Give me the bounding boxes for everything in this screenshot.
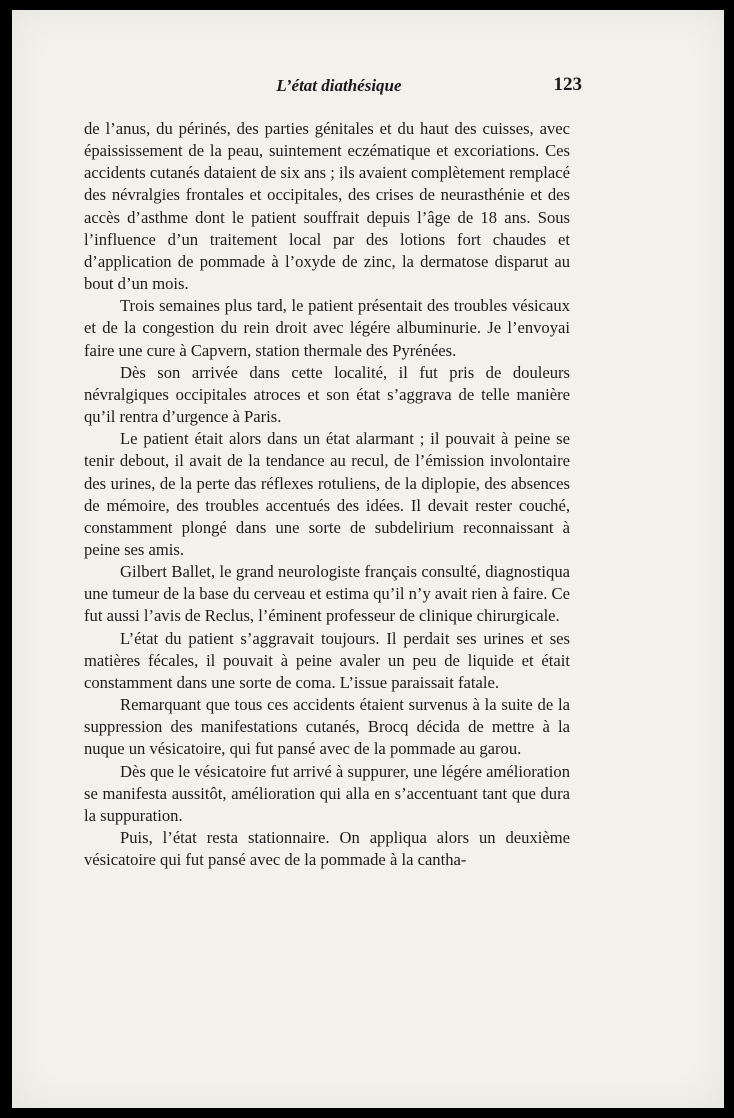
paragraph: Dès son arrivée dans cette localité, il fut pris de douleurs névralgiques occipitales atroces et son état s’aggrava de telle manière qu’il rentra d’urgence à Paris. — [84, 362, 570, 427]
paragraph: Puis, l’état resta stationnaire. On appliqua alors un deuxième vésicatoire qui fut pansé avec de la pommade à la cantha- — [84, 828, 570, 870]
paragraph: L’état du patient s’aggravait toujours. Il perdait ses urines et ses matières fécales, il pouvait à peine avaler un peu de liquide et était constamment dans une sorte de coma. L’issue paraissait fatale. — [84, 628, 570, 692]
paragraph: Le patient était alors dans un état alarmant ; il pouvait à peine se tenir debout, il avait de la tendance au recul, de l’émission involontaire des urines, de la perte das réflexes rotuliens, de la diplopie, des absences de mémoire, des troubles accentués des idées. Il devait rester couché, constamment plongé dans une sorte de subdelirium reconnaissant à peine ses amis. — [84, 429, 570, 559]
paragraph: Remarquant que tous ces accidents étaient survenus à la suite de la suppression des manifestations cutanés, Brocq décida de mettre à la nuque un vésicatoire, qui fut pansé avec de la pommade au garou. — [84, 695, 570, 759]
body-text — [84, 118, 570, 871]
running-title: L’état diathésique — [276, 76, 402, 95]
paragraph: de l’anus, du périnés, des parties génitales et du haut des cuisses, avec épaississement de la peau, suintement eczématique et excoriations. Ces accidents cutanés dataient de six ans ; ils avaient complètement remplacé des névralgies frontales et occipitales, des crises de neurasthénie et des accès d’asthme dont le patient souffrait depuis l’âge de 18 ans. Sous l’influence d’un traitement local par des lotions fort chaudes et d’application de pommade à l’oxyde de zinc, la dermatose disparut au bout d’un mois. — [84, 119, 570, 294]
paragraph: Dès que le vésicatoire fut arrivé à suppurer, une légére amélioration se manifesta aussitôt, amélioration qui alla en s’accentuant tant que dura la suppuration. — [84, 761, 570, 825]
paragraph: Gilbert Ballet, le grand neurologiste français consulté, diagnostiqua une tumeur de la base du cerveau et estima qu’il n’y avait rien à faire. Ce fut aussi l’avis de Reclus, l’éminent professeur de clinique chirurgicale. — [84, 562, 570, 626]
paragraph: Trois semaines plus tard, le patient présentait des troubles vésicaux et de la congestion du rein droit avec légére albuminurie. Je l’envoyai faire une cure à Capvern, station thermale des Pyrénées. — [84, 296, 570, 360]
page-header — [96, 74, 582, 102]
page-number: 123 — [553, 74, 582, 95]
